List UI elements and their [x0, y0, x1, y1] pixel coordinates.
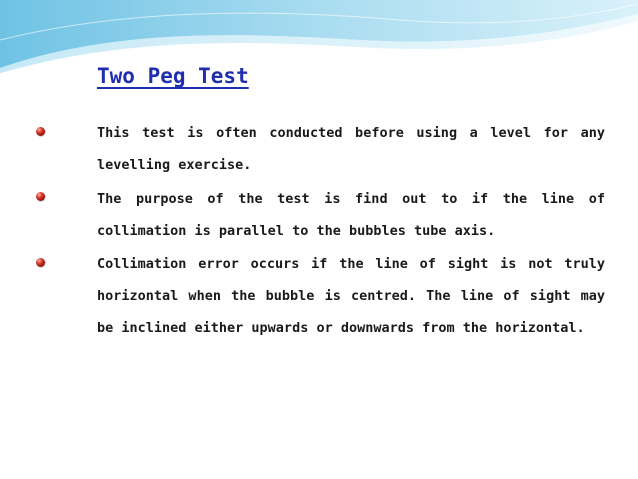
bullet-icon — [36, 192, 45, 201]
bullet-text-1: This test is often conducted before using a level for any levelling exercise. — [97, 125, 605, 173]
slide-title: Two Peg Test — [97, 64, 249, 88]
bullet-text-2: The purpose of the test is find out to if the line of collimation is parallel to the bubbles tube axis. — [97, 191, 605, 239]
bullet-text-3: Collimation error occurs if the line of sight is not truly horizontal when the bubble is centred. The line of sight may be inclined either upwards or downwards from the horizontal. — [97, 256, 605, 336]
bullet-icon — [36, 127, 45, 136]
bullet-icon — [36, 258, 45, 267]
header-wave-decoration — [0, 0, 638, 80]
